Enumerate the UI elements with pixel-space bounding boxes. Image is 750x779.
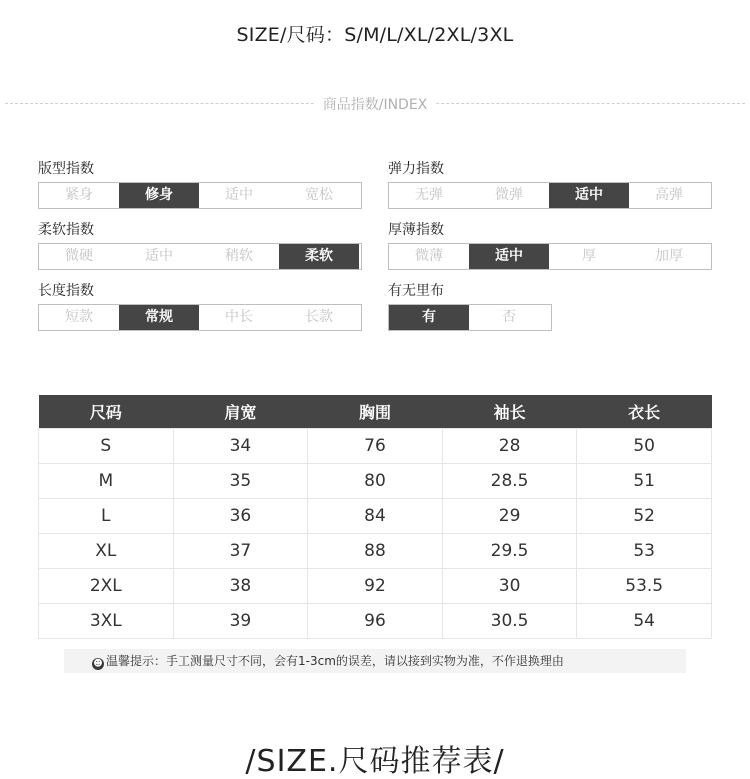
cell-chest: 84 — [308, 498, 443, 533]
cell-sleeve-length: 29 — [442, 498, 577, 533]
elasticity-index-title: 弹力指数 — [388, 161, 444, 177]
cell-garment-length: 52 — [577, 498, 712, 533]
table-row — [39, 568, 712, 603]
measurement-tip — [64, 649, 686, 673]
lining-index-scale — [388, 304, 552, 331]
cell-shoulder-width: 36 — [173, 498, 308, 533]
header-sleeve-length: 袖长 — [442, 395, 577, 428]
cell-size: 2XL — [39, 568, 174, 603]
softness-index-title: 柔软指数 — [38, 222, 94, 238]
table-row — [39, 463, 712, 498]
table-row — [39, 498, 712, 533]
fit-index-title: 版型指数 — [38, 161, 94, 177]
cell-size: S — [39, 428, 174, 463]
length-option: 长款 — [305, 309, 333, 325]
header-size: 尺码 — [39, 395, 174, 428]
cell-sleeve-length: 29.5 — [442, 533, 577, 568]
cell-garment-length: 53 — [577, 533, 712, 568]
cell-size: M — [39, 463, 174, 498]
measurement-tip-text: 温馨提示：手工测量尺寸不同，会有1-3cm的误差，请以接到实物为准，不作退换理由 — [106, 654, 564, 668]
fit-option: 宽松 — [305, 187, 333, 203]
elasticity-option: 适中 — [549, 183, 629, 208]
cell-size: 3XL — [39, 603, 174, 638]
lining-index — [388, 281, 552, 331]
size-list-line: SIZE/尺码：S/M/L/XL/2XL/3XL — [236, 24, 514, 46]
length-option: 常规 — [119, 305, 199, 330]
index-divider — [5, 92, 745, 114]
length-index-title: 长度指数 — [38, 283, 94, 299]
thickness-index — [388, 220, 712, 270]
cell-chest: 92 — [308, 568, 443, 603]
cell-size: XL — [39, 533, 174, 568]
cell-shoulder-width: 37 — [173, 533, 308, 568]
cell-chest: 96 — [308, 603, 443, 638]
lining-index-title: 有无里布 — [388, 283, 444, 299]
softness-option: 适中 — [145, 248, 173, 264]
cell-sleeve-length: 30.5 — [442, 603, 577, 638]
fit-option: 修身 — [119, 183, 199, 208]
cell-garment-length: 54 — [577, 603, 712, 638]
softness-option: 微硬 — [65, 248, 93, 264]
table-row — [39, 533, 712, 568]
length-option: 中长 — [225, 309, 253, 325]
thickness-option: 加厚 — [655, 248, 683, 264]
thickness-option: 适中 — [469, 244, 549, 269]
cell-garment-length: 53.5 — [577, 568, 712, 603]
cell-sleeve-length: 28 — [442, 428, 577, 463]
cell-sleeve-length: 28.5 — [442, 463, 577, 498]
cell-chest: 76 — [308, 428, 443, 463]
lining-option: 有 — [389, 305, 469, 330]
length-option: 短款 — [65, 309, 93, 325]
fit-option: 紧身 — [65, 187, 93, 203]
softness-option: 柔软 — [279, 244, 359, 269]
elasticity-option: 无弹 — [415, 187, 443, 203]
thickness-option: 微薄 — [415, 248, 443, 264]
table-row — [39, 428, 712, 463]
elasticity-index — [388, 159, 712, 209]
elasticity-option: 高弹 — [655, 187, 683, 203]
size-chart-title: /SIZE.尺码推荐表/ — [245, 744, 505, 779]
fit-option: 适中 — [225, 187, 253, 203]
thickness-index-scale — [388, 243, 712, 270]
cell-shoulder-width: 38 — [173, 568, 308, 603]
softness-option: 稍软 — [225, 248, 253, 264]
size-table — [38, 395, 712, 639]
cell-garment-length: 50 — [577, 428, 712, 463]
cell-sleeve-length: 30 — [442, 568, 577, 603]
thickness-index-title: 厚薄指数 — [388, 222, 444, 238]
fit-index — [38, 159, 362, 209]
header-shoulder-width: 肩宽 — [173, 395, 308, 428]
cell-shoulder-width: 39 — [173, 603, 308, 638]
cell-shoulder-width: 34 — [173, 428, 308, 463]
softness-index-scale — [38, 243, 362, 270]
size-table-header-row — [39, 395, 712, 428]
length-index — [38, 281, 362, 331]
length-index-scale — [38, 304, 362, 331]
table-row — [39, 603, 712, 638]
index-divider-label: 商品指数/INDEX — [315, 94, 436, 114]
cell-garment-length: 51 — [577, 463, 712, 498]
cell-size: L — [39, 498, 174, 533]
cell-shoulder-width: 35 — [173, 463, 308, 498]
header-chest: 胸围 — [308, 395, 443, 428]
thickness-option: 厚 — [582, 248, 596, 264]
fit-index-scale — [38, 182, 362, 209]
elasticity-option: 微弹 — [495, 187, 523, 203]
elasticity-index-scale — [388, 182, 712, 209]
lining-option: 否 — [502, 309, 516, 325]
smiley-face-icon: ☻ — [93, 659, 103, 669]
cell-chest: 88 — [308, 533, 443, 568]
softness-index — [38, 220, 362, 270]
cell-chest: 80 — [308, 463, 443, 498]
header-garment-length: 衣长 — [577, 395, 712, 428]
